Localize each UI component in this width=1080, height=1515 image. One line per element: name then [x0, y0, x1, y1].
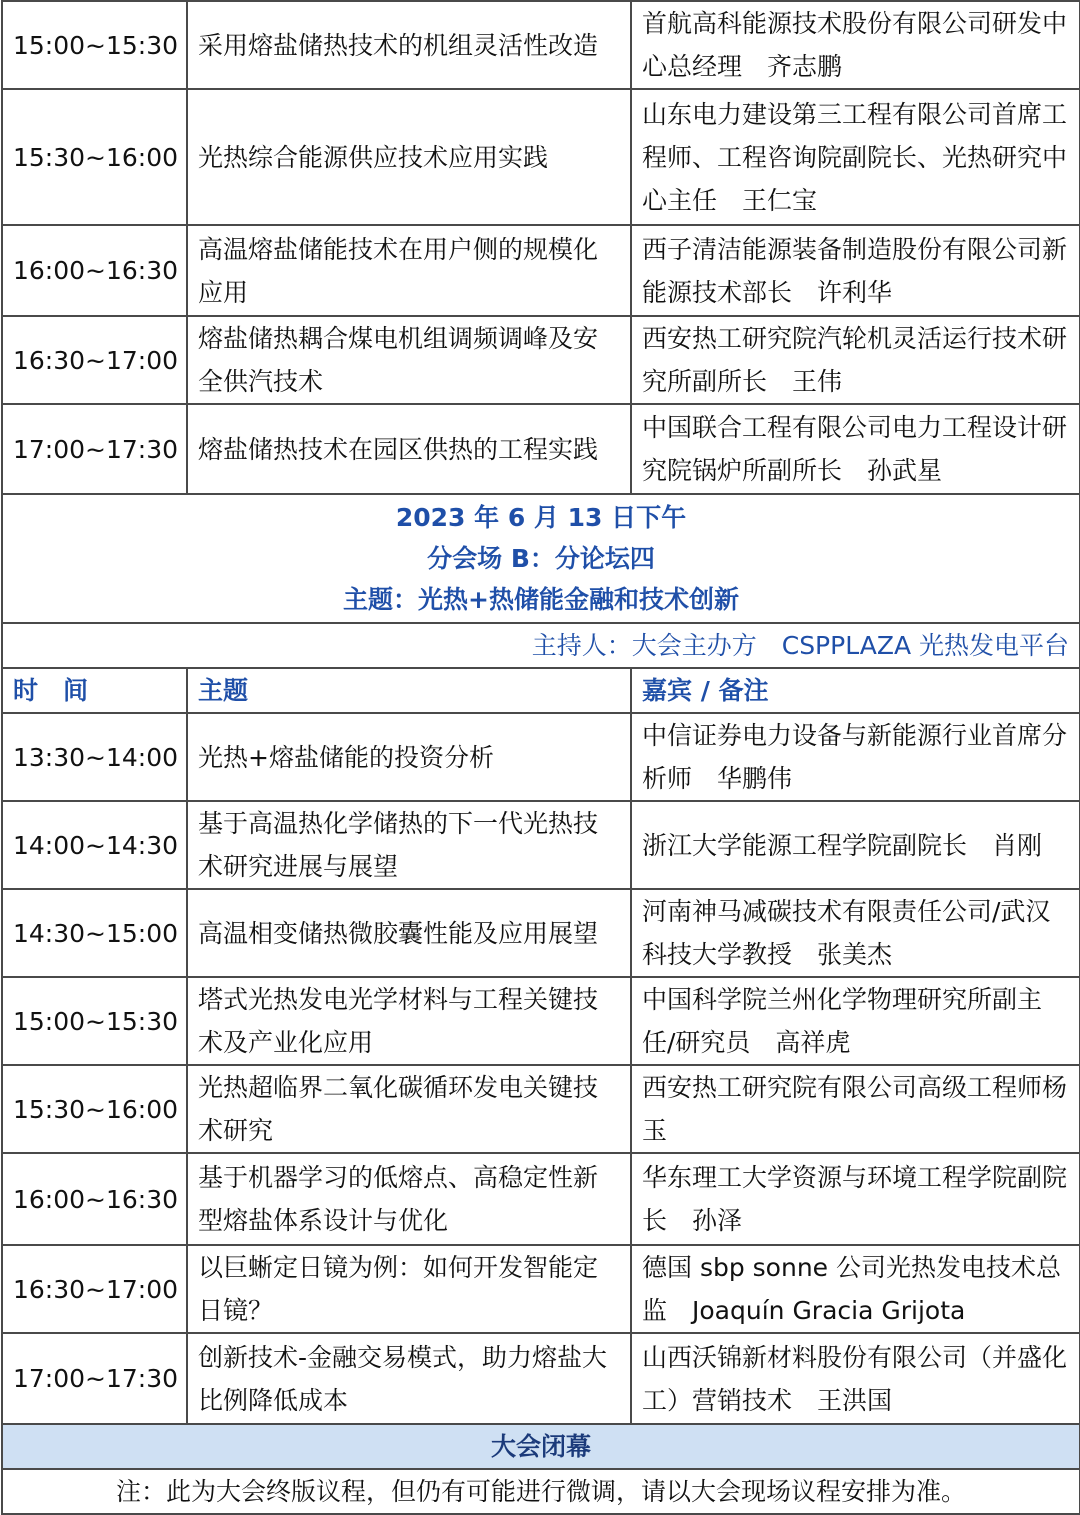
table-row: [2, 801, 1080, 889]
closing-row: [2, 1424, 1080, 1469]
agenda-note: 注：此为大会终版议程，但仍有可能进行微调，请以大会现场议程安排为准。: [2, 1469, 1080, 1514]
table-row: [2, 1153, 1080, 1245]
time-cell: 15:00~15:30: [2, 977, 187, 1065]
closing-label: 大会闭幕: [2, 1424, 1080, 1469]
session-venue: 分会场 B：分论坛四: [427, 544, 655, 573]
guest-cell: 浙江大学能源工程学院副院长 肖刚: [631, 801, 1080, 889]
agenda-table: [1, 0, 1080, 1515]
guest-cell: 河南神马减碳技术有限责任公司/武汉科技大学教授 张美杰: [631, 889, 1080, 977]
table-row: [2, 713, 1080, 801]
topic-cell: 采用熔盐储热技术的机组灵活性改造: [187, 1, 631, 89]
guest-cell: 中信证券电力设备与新能源行业首席分析师 华鹏伟: [631, 713, 1080, 801]
time-cell: 17:00~17:30: [2, 404, 187, 494]
guest-cell: 山西沃锦新材料股份有限公司（并盛化工）营销技术 王洪国: [631, 1333, 1080, 1424]
column-header-guest: 嘉宾 / 备注: [631, 668, 1080, 713]
time-cell: 16:30~17:00: [2, 316, 187, 404]
column-header-time: 时 间: [2, 668, 187, 713]
table-row: [2, 977, 1080, 1065]
table-row: [2, 1245, 1080, 1333]
topic-cell: 以巨蜥定日镜为例：如何开发智能定日镜？: [187, 1245, 631, 1333]
guest-cell: 山东电力建设第三工程有限公司首席工程师、工程咨询院副院长、光热研究中心主任 王仁宝: [631, 89, 1080, 225]
session-theme: 主题：光热+热储能金融和技术创新: [343, 585, 739, 614]
topic-cell: 光热+熔盐储能的投资分析: [187, 713, 631, 801]
time-cell: 16:00~16:30: [2, 1153, 187, 1245]
time-cell: 17:00~17:30: [2, 1333, 187, 1424]
time-cell: 15:00~15:30: [2, 1, 187, 89]
session-host: 主持人：大会主办方 CSPPLAZA 光热发电平台: [2, 623, 1080, 668]
time-cell: 16:30~17:00: [2, 1245, 187, 1333]
table-row: [2, 89, 1080, 225]
session-date: 2023 年 6 月 13 日下午: [395, 503, 687, 532]
topic-cell: 高温相变储热微胶囊性能及应用展望: [187, 889, 631, 977]
time-cell: 16:00~16:30: [2, 225, 187, 316]
guest-cell: 西子清洁能源装备制造股份有限公司新能源技术部长 许利华: [631, 225, 1080, 316]
topic-cell: 光热超临界二氧化碳循环发电关键技术研究: [187, 1065, 631, 1153]
topic-cell: 塔式光热发电光学材料与工程关键技术及产业化应用: [187, 977, 631, 1065]
topic-cell: 光热综合能源供应技术应用实践: [187, 89, 631, 225]
session-header-row: [2, 494, 1080, 623]
note-row: [2, 1469, 1080, 1514]
guest-cell: 首航高科能源技术股份有限公司研发中心总经理 齐志鹏: [631, 1, 1080, 89]
column-header-row: [2, 668, 1080, 713]
table-row: [2, 225, 1080, 316]
guest-cell: 华东理工大学资源与环境工程学院副院长 孙泽: [631, 1153, 1080, 1245]
table-row: [2, 316, 1080, 404]
session-header: [2, 494, 1080, 623]
time-cell: 15:30~16:00: [2, 1065, 187, 1153]
table-row: [2, 1, 1080, 89]
guest-cell: 德国 sbp sonne 公司光热发电技术总监 Joaquín Gracia Grijota: [631, 1245, 1080, 1333]
column-header-topic: 主题: [187, 668, 631, 713]
topic-cell: 基于高温热化学储热的下一代光热技术研究进展与展望: [187, 801, 631, 889]
guest-cell: 西安热工研究院汽轮机灵活运行技术研究所副所长 王伟: [631, 316, 1080, 404]
guest-cell: 中国联合工程有限公司电力工程设计研究院锅炉所副所长 孙武星: [631, 404, 1080, 494]
table-row: [2, 889, 1080, 977]
time-cell: 13:30~14:00: [2, 713, 187, 801]
guest-cell: 中国科学院兰州化学物理研究所副主任/研究员 高祥虎: [631, 977, 1080, 1065]
guest-cell: 西安热工研究院有限公司高级工程师杨玉: [631, 1065, 1080, 1153]
time-cell: 14:30~15:00: [2, 889, 187, 977]
table-row: [2, 1065, 1080, 1153]
topic-cell: 高温熔盐储能技术在用户侧的规模化应用: [187, 225, 631, 316]
table-row: [2, 1333, 1080, 1424]
time-cell: 15:30~16:00: [2, 89, 187, 225]
topic-cell: 熔盐储热耦合煤电机组调频调峰及安全供汽技术: [187, 316, 631, 404]
topic-cell: 基于机器学习的低熔点、高稳定性新型熔盐体系设计与优化: [187, 1153, 631, 1245]
table-row: [2, 404, 1080, 494]
host-row: [2, 623, 1080, 668]
time-cell: 14:00~14:30: [2, 801, 187, 889]
topic-cell: 创新技术-金融交易模式，助力熔盐大比例降低成本: [187, 1333, 631, 1424]
topic-cell: 熔盐储热技术在园区供热的工程实践: [187, 404, 631, 494]
